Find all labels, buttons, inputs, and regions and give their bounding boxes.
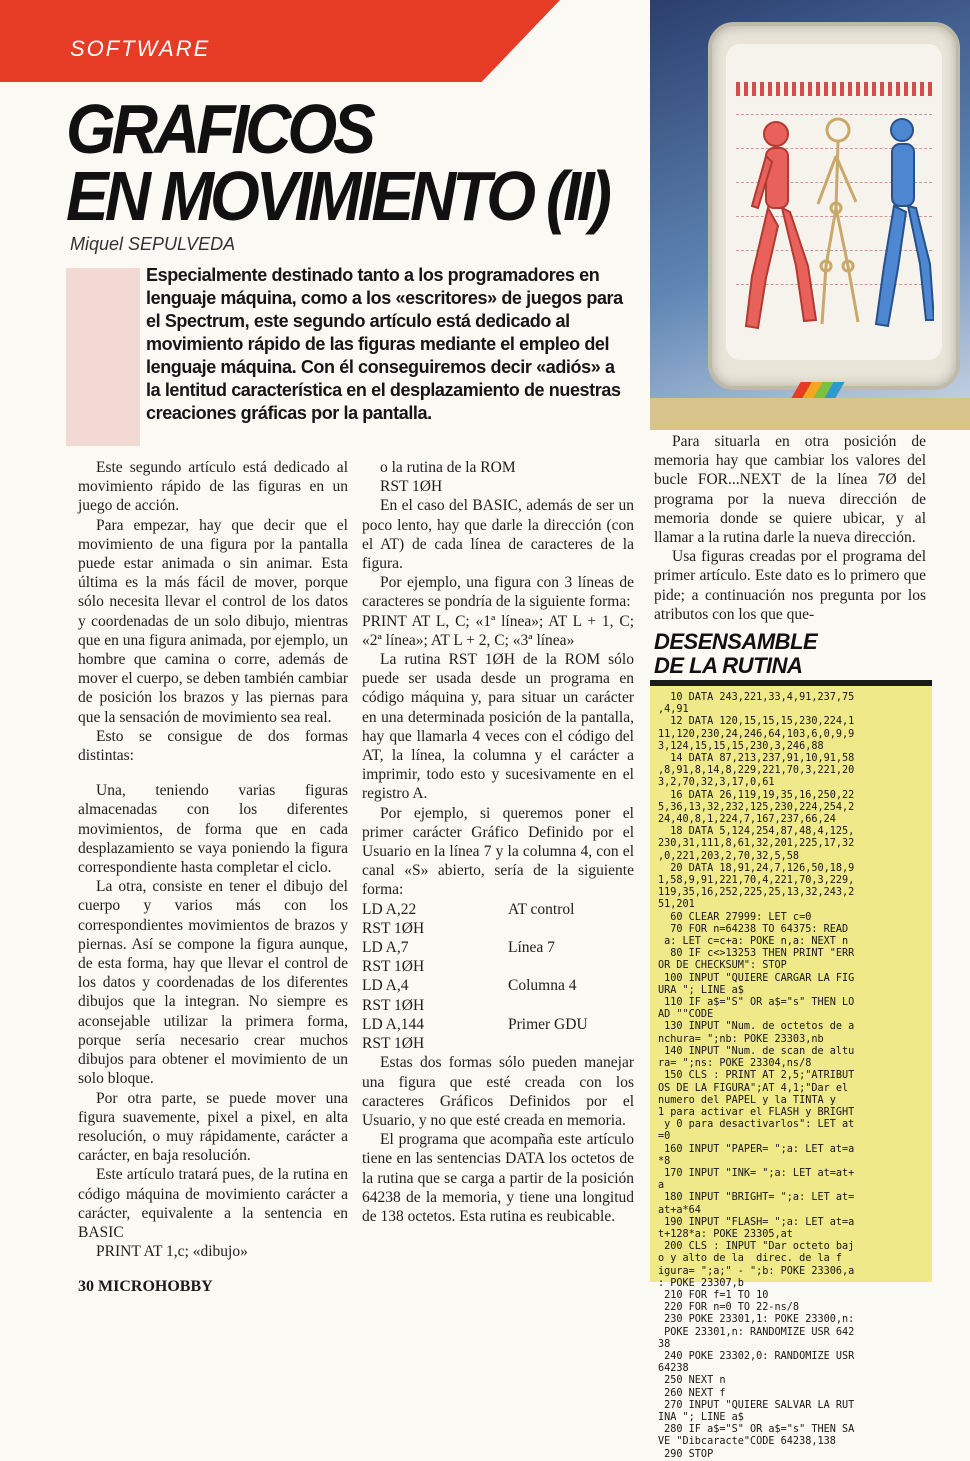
asm-code: RST 1ØH <box>362 996 425 1014</box>
asm-row <box>362 938 634 957</box>
sinclair-logo <box>791 382 844 398</box>
asm-row <box>362 900 634 919</box>
paragraph: Usa figuras creadas por el programa del primer artículo. Este dato es lo primero que pide; a continuación nos pregunta por los atributos con los que que- <box>654 548 926 623</box>
title-line-1: GRAFICOS <box>66 90 372 169</box>
paragraph: PRINT AT L, C; «1ª línea»; AT L + 1, C; «2ª línea»; AT L + 2, C; «3ª línea» <box>362 612 634 649</box>
listing-heading-line-2: DE LA RUTINA <box>654 653 803 678</box>
paragraph: Para empezar, hay que decir que el movimiento de una figura por la pantalla puede estar animada o sin animar. Esta última es la más fácil de mover, porque sólo necesita llevar el control de los datos y coordenadas de un solo dibujo, mientras que en una figura animada, por ejemplo, un hombre que camina o corre, además de mover el cuerpo, se deben también cambiar de posición los brazos y las piernas para que la sensación de movimiento sea real. <box>78 516 348 726</box>
lead-paragraph: Especialmente destinado tanto a los programadores en lenguaje máquina, como a los «escritores» de juegos para el Spectrum, este segundo artículo está dedicado al movimiento rápido de las figuras mediante el empleo del lenguaje máquina. Con él conseguiremos decir «adiós» a la lentitud característica en el desplazamiento de nuestras creaciones gráficas por la pantalla. <box>146 265 623 423</box>
paragraph: o la rutina de la ROM <box>380 459 516 476</box>
screen-guide-line <box>736 114 932 115</box>
asm-comment: AT control <box>508 900 575 918</box>
asm-row <box>362 1015 634 1034</box>
paragraph: La otra, consiste en tener el dibujo del cuerpo y varios más con los correspondientes movimientos de brazos y piernas. Así se compone la figura aunque, de esta forma, hay que llevar el control de los datos y coordenadas de los diferentes dibujos que la integran. No siempre es aconsejable utilizar la primera forma, porque sería necesario crear muchos dibujos para obtener el movimiento de un solo bloque. <box>78 878 348 1088</box>
screen-pixel-stripe <box>736 82 932 96</box>
monitor-screen <box>726 44 942 360</box>
section-label: SOFTWARE <box>70 36 211 61</box>
paragraph: Por otra parte, se puede mover una figura suavemente, pixel a pixel, en alta resolución, o muy rápidamente, carácter a carácter, en baja resolución. <box>78 1089 348 1165</box>
asm-row <box>362 919 634 938</box>
paragraph: Una, teniendo varias figuras almacenadas con los diferentes movimientos, de forma que en cada desplazamiento se vaya poniendo la figura correspondiente hasta completar el ciclo. <box>78 782 348 877</box>
paragraph: El programa que acompaña este artículo tiene en las sentencias DATA los octetos de la rutina que se carga a partir de la posición 64238 de la memoria, y tiene una longitud de 138 octetos. Esta rutina es reubicable. <box>362 1131 634 1225</box>
asm-comment: Línea 7 <box>508 939 555 957</box>
paragraph: En el caso del BASIC, además de ser un poco lento, hay que darle la dirección (con el AT) de cada línea de caracteres de la figura. <box>362 497 634 573</box>
asm-row <box>362 996 634 1015</box>
desk-surface <box>650 398 970 430</box>
paragraph: Por ejemplo, una figura con 3 líneas de caracteres se pondría de la siguiente forma: <box>362 574 634 611</box>
listing-heading <box>654 630 817 678</box>
title-line-2: EN MOVIMIENTO (II) <box>66 157 608 236</box>
paragraph: Por ejemplo, si queremos poner el primer carácter Gráfico Definido por el Usuario en la línea 7 y la columna 4, con el canal «S» abierto, sería de la siguiente forma: <box>362 804 634 899</box>
asm-code: LD A,7 <box>362 939 409 957</box>
article-title <box>66 90 608 236</box>
asm-code: LD A,4 <box>362 977 409 995</box>
basic-listing <box>650 680 932 1460</box>
walking-figures <box>738 116 934 346</box>
asm-comment <box>508 1034 634 1053</box>
paragraph: RST 1ØH <box>380 478 443 496</box>
paragraph: Este segundo artículo está dedicado al movimiento rápido de las figuras en un juego de acción. <box>78 459 348 515</box>
asm-row <box>362 976 634 995</box>
paragraph: Estas dos formas sólo pueden manejar una figura que esté creada con los caracteres Gráficos Definidos por el Usuario, y no que esté creada en memoria. <box>362 1054 634 1129</box>
paragraph: Para situarla en otra posición de memoria hay que cambiar los valores del bucle FOR...NEXT de la línea 7Ø del programa por la nueva dirección de memoria donde se quiere ubicar, y al llamar a la rutina darle la nueva dirección. <box>654 433 926 547</box>
asm-comment <box>508 919 634 938</box>
basic-code: 10 DATA 243,221,33,4,91,237,75 ,4,91 12 DATA 120,15,15,15,230,224,1 11,120,230,24,246,64,103,6,0,9,9 3,124,15,15,15,230,3,246,88 14 DATA 87,213,237,91,10,91,58 ,8,91,8,14,8,229,221,70,3,221,20 3,2,70,32,3,17,0,61 16 DATA 26,119,19,35,16,250,22 5,36,13,32,232,125,230,224,254,2 24,40,8,1,224,7,167,237,66,24 18 DATA 5,124,254,87,48,4,125, 230,31,111,8,61,32,201,225,17,32 ,0,221,203,2,70,32,5,58 20 DATA 18,91,24,7,126,50,18,9 1,58,9,91,221,70,4,221,70,3,229, 119,35,16,252,225,25,13,32,243,2 51,201 60 CLEAR 27999: LET c=0 70 FOR n=64238 TO 64375: READ a: LET c=c+a: POKE n,a: NEXT n 80 IF c<>13253 THEN PRINT "ERR OR DE CHECKSUM": STOP 100 INPUT "QUIERE CARGAR LA FIG URA "; LINE a$ 110 IF a$="S" OR a$="s" THEN LO AD ""CODE 130 INPUT "Num. de octetos de a nchura= ";nb: POKE 23303,nb 140 INPUT "Num. de scan de altu ra= ";ns: POKE 23304,ns/8 150 CLS : PRINT AT 2,5;"ATRIBUT OS DE LA FIGURA";AT 4,1;"Dar el numero del PAPEL y la TINTA y 1 para activar el FLASH y BRIGHT y 0 para desactivarlos": LET at =0 160 INPUT "PAPER= ";a: LET at=a *8 170 INPUT "INK= ";a: LET at=at+ a 180 INPUT "BRIGHT= ";a: LET at= at+a*64 190 INPUT "FLASH= ";a: LET at=a t+128*a: POKE 23305,at 200 CLS : INPUT "Dar octeto baj o y alto de la direc. de la f igura= ";a;" - ";b: POKE 23306,a : POKE 23307,b 210 FOR f=1 TO 10 220 FOR n=0 TO 22-ns/8 230 POKE 23301,1: POKE 23300,n: POKE 23301,n: RANDOMIZE USR 642 38 240 POKE 23302,0: RANDOMIZE USR 64238 250 NEXT n 260 NEXT f 270 INPUT "QUIERE SALVAR LA RUT INA "; LINE a$ 280 IF a$="S" OR a$="s" THEN SA VE "Dibcaracte"CODE 64238,138 290 STOP <box>658 692 855 1460</box>
asm-row <box>362 1034 634 1053</box>
asm-code: RST 1ØH <box>362 1035 425 1053</box>
illustration <box>650 0 970 430</box>
body-column-2 <box>362 458 634 1226</box>
paragraph: La rutina RST 1ØH de la ROM sólo puede ser usada desde un programa en código máquina y, para situar un carácter en una determinada posición de la pantalla, hay que llamarla 4 veces con el código del AT, la línea, la columna y el carácter a imprimir, todo esto y sucesivamente en el registro A. <box>362 651 634 803</box>
body-column-3 <box>654 432 926 624</box>
asm-code: LD A,144 <box>362 1015 424 1033</box>
asm-comment: Columna 4 <box>508 977 577 995</box>
asm-code: RST 1ØH <box>362 958 425 976</box>
asm-row <box>362 957 634 976</box>
lead-accent <box>66 268 140 446</box>
monitor-illustration <box>708 22 960 390</box>
paragraph: Esto se consigue de dos formas distintas: <box>78 727 348 765</box>
asm-comment <box>508 957 634 976</box>
page-folio: 30 MICROHOBBY <box>78 1278 213 1295</box>
author-byline: Miquel SEPULVEDA <box>70 234 236 254</box>
assembly-listing <box>362 900 634 1054</box>
listing-heading-line-1: DESENSAMBLE <box>654 629 818 654</box>
asm-comment <box>508 996 634 1015</box>
asm-code: LD A,22 <box>362 900 417 918</box>
paragraph: PRINT AT 1,c; «dibujo» <box>96 1243 248 1261</box>
asm-code: RST 1ØH <box>362 919 425 937</box>
paragraph: Este artículo tratará pues, de la rutina en código máquina de movimiento carácter a carácter, equivalente a la sentencia en BASIC <box>78 1166 348 1241</box>
body-column-1 <box>78 458 348 1261</box>
asm-comment: Primer GDU <box>508 1015 588 1033</box>
